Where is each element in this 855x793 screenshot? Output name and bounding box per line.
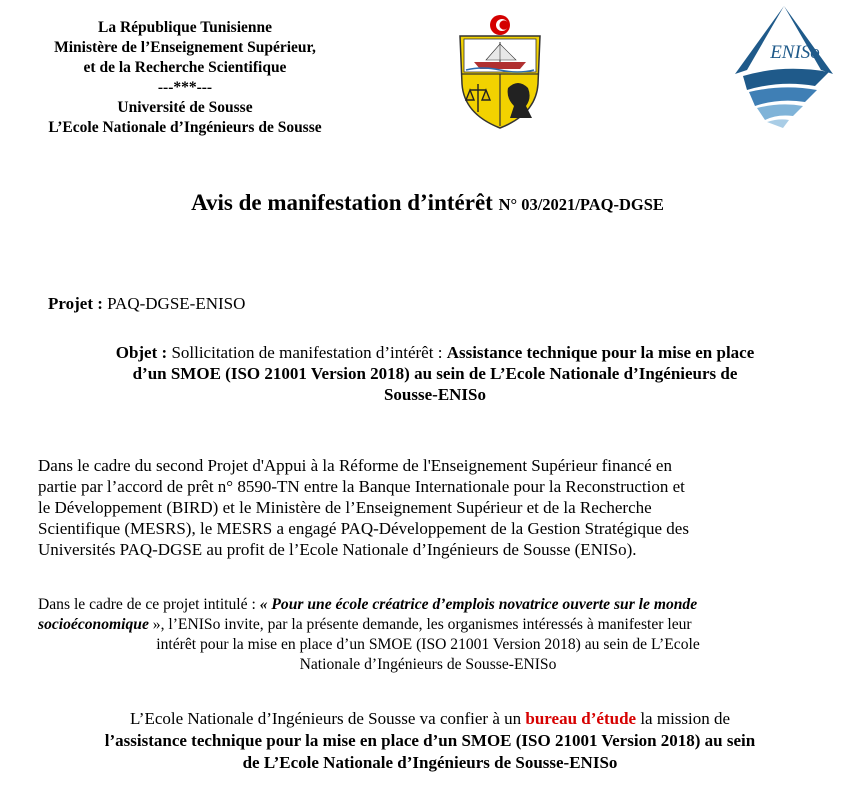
- para1-line-3: le Développement (BIRD) et le Ministère de l’Enseignement Supérieur et de la Recherche: [38, 498, 652, 517]
- title-main: Avis de manifestation d’intérêt: [191, 190, 493, 215]
- objet-bold-2: d’un SMOE (ISO 21001 Version 2018) au sein de L’Ecole Nationale d’Ingénieurs de: [132, 364, 738, 383]
- letterhead: [10, 18, 360, 138]
- para3-start: L’Ecole Nationale d’Ingénieurs de Sousse va confier à un: [129, 709, 522, 728]
- eniso-logo: [733, 4, 835, 130]
- para1-line-5: Universités PAQ-DGSE au profit de l’Ecole Nationale d’Ingénieurs de Sousse (ENISo).: [38, 540, 637, 559]
- projet-value: PAQ-DGSE-ENISO: [107, 294, 246, 313]
- para2-quote-2: socioéconomique: [38, 616, 149, 633]
- header-line-school: L’Ecole Nationale d’Ingénieurs de Sousse: [48, 119, 322, 136]
- objet-label: Objet :: [115, 343, 168, 362]
- para3-end: la mission de: [640, 709, 731, 728]
- objet-block: [40, 342, 830, 405]
- para3-bold-2: l’assistance technique pour la mise en place d’un SMOE (ISO 21001 Version 2018) au sein: [104, 731, 756, 750]
- logo-text: ENISo: [770, 42, 820, 63]
- para1-line-2: partie par l’accord de prêt n° 8590-TN entre la Banque Internationale pour la Reconstruction et: [38, 477, 685, 496]
- header-line-ministry: Ministère de l’Enseignement Supérieur,: [54, 39, 316, 56]
- projet-line: [48, 294, 245, 314]
- para2-start: Dans le cadre de ce projet intitulé :: [38, 596, 256, 613]
- para1-line-4: Scientifique (MESRS), le MESRS a engagé PAQ-Développement de la Gestion Stratégique des: [38, 519, 689, 538]
- notice-title: [0, 190, 855, 216]
- mission-paragraph: [35, 708, 825, 774]
- para2-quote-1: « Pour une école créatrice d’emplois novatrice ouverte sur le monde: [259, 596, 698, 613]
- objet-intro: Sollicitation de manifestation d’intérêt :: [171, 343, 443, 362]
- objet-bold-3: Sousse-ENISo: [383, 385, 487, 404]
- header-line-university: Université de Sousse: [117, 99, 253, 116]
- header-line-republic: La République Tunisienne: [97, 19, 273, 36]
- title-number: N° 03/2021/PAQ-DGSE: [498, 195, 664, 214]
- context-paragraph: [38, 455, 818, 560]
- objet-bold-1: Assistance technique pour la mise en place: [446, 343, 755, 362]
- para2-line-3: intérêt pour la mise en place d’un SMOE (ISO 21001 Version 2018) au sein de L’Ecole: [156, 636, 700, 653]
- header-separator: ---***---: [157, 79, 213, 96]
- projet-label: Projet :: [48, 294, 103, 313]
- para2-line-4: Nationale d’Ingénieurs de Sousse-ENISo: [299, 656, 557, 673]
- para2-rest-2: », l’ENISo invite, par la présente demande, les organismes intéressés à manifester leur: [152, 616, 692, 633]
- invitation-paragraph: [38, 595, 818, 675]
- header-line-research: et de la Recherche Scientifique: [83, 59, 287, 76]
- para3-bold-3: de L’Ecole Nationale d’Ingénieurs de Sousse-ENISo: [242, 753, 618, 772]
- para1-line-1: Dans le cadre du second Projet d'Appui à la Réforme de l'Enseignement Supérieur financé en: [38, 456, 672, 475]
- tunisia-coat-of-arms-icon: [452, 14, 548, 130]
- para3-highlight: bureau d’étude: [525, 709, 637, 728]
